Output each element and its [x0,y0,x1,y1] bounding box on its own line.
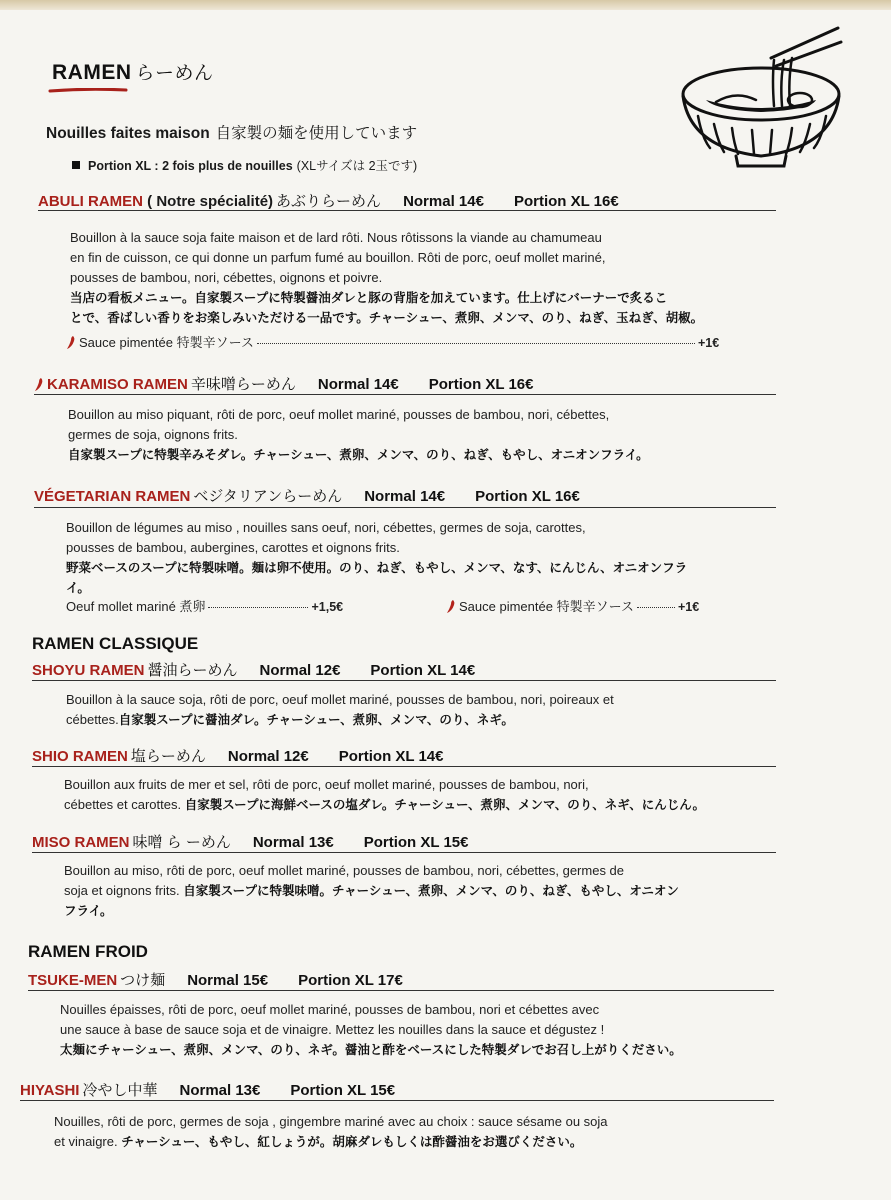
price-normal: Normal 14€ [364,488,446,505]
intro-line [46,121,417,143]
title-underline [48,88,128,93]
divider [32,766,776,767]
price-xl: Portion XL 15€ [363,834,469,851]
dish-jp-name: あぶりらーめん [276,193,382,210]
desc-line: soja et oignons frits. [64,883,180,898]
desc-line: et vinaigre. [54,1134,118,1149]
dish-description-abuli [70,228,790,328]
price-normal: Normal 12€ [227,748,309,765]
ramen-bowl-icon [676,20,846,170]
dish-description-shio [64,775,794,815]
dish-jp-name: ベジタリアンらーめん [193,488,343,505]
section-title-froid: RAMEN FROID [28,942,148,961]
desc-jp-line: とで、香ばしい香りをお楽しみいただける一品です。チャーシュー、煮卵、メンマ、のり、ねぎ、玉ねぎ、胡椒。 [70,311,704,325]
dish-name: KARAMISO RAMEN [47,376,188,393]
dish-jp-name: 辛味噌らーめん [190,376,296,393]
chili-pepper-icon [446,599,456,614]
intro-text: Nouilles faites maison [46,125,210,142]
desc-line: cébettes et carottes. [64,797,182,812]
option-label: Sauce pimentée [459,599,553,614]
price-normal: Normal 13€ [252,834,334,851]
divider [28,990,774,991]
dish-description-karamiso [68,405,788,465]
price-xl: Portion XL 16€ [475,488,580,505]
desc-line: Bouillon au miso, rôti de porc, oeuf mollet mariné, pousses de bambou, nori, cébettes, germes de [64,863,625,878]
dish-name: MISO RAMEN [32,834,130,851]
price-normal: Normal 12€ [259,662,341,679]
divider [34,394,776,395]
price-normal: Normal 14€ [317,376,399,393]
portion-note-text: Portion XL : 2 fois plus de nouilles [88,159,293,173]
price-xl: Portion XL 16€ [428,376,534,393]
dish-name: SHOYU RAMEN [32,662,145,679]
option-sauce-abuli [66,332,719,351]
dish-jp-name: 冷やし中華 [82,1082,158,1099]
chili-pepper-icon [34,377,44,392]
desc-line: cébettes. [66,712,119,727]
dish-header-tsukemen [28,969,403,990]
desc-jp-line: 自家製スープに海鮮ベースの塩ダレ。チャーシュー、煮卵、メンマ、のり、ネギ、にんじん。 [184,798,705,812]
dish-jp-name: 醤油らーめん [147,662,238,679]
desc-line: Bouillon aux fruits de mer et sel, rôti de porc, oeuf mollet mariné, pousses de bambou, nori, [64,777,589,792]
desc-line: Nouilles, rôti de porc, germes de soja , gingembre mariné avec au choix : sauce sésame ou soja [54,1114,608,1129]
dish-header-shoyu [32,659,475,680]
price-normal: Normal 14€ [403,193,484,210]
price-normal: Normal 15€ [187,972,269,989]
dish-name: ABULI RAMEN [38,193,143,210]
dish-header-miso [32,831,468,852]
option-jp-label: 特製辛ソース [176,335,254,350]
desc-line: Bouillon à la sauce soja faite maison et de lard rôti. Nous rôtissons la viande au chamumeau [70,230,602,245]
divider [32,852,776,853]
square-bullet-icon [72,161,80,169]
leader-dots [637,607,675,608]
intro-jp: 自家製の麺を使用しています [215,125,418,142]
dish-description-tsukemen [60,1000,800,1060]
dish-name: SHIO RAMEN [32,748,128,765]
option-price: +1€ [677,600,700,614]
divider [32,680,776,681]
dish-header-hiyashi [20,1079,395,1100]
option-sauce-vegetarian [446,596,699,615]
desc-line: Bouillon à la sauce soja, rôti de porc, oeuf mollet mariné, pousses de bambou, nori, poireaux et [66,692,614,707]
price-xl: Portion XL 14€ [338,748,444,765]
chili-pepper-icon [66,335,76,350]
desc-jp-line: 当店の看板メニュー。自家製スープに特製醤油ダレと豚の背脂を加えています。仕上げにバーナーで炙るこ [70,291,668,305]
portion-note-jp: (XLサイズは 2玉です) [296,159,418,173]
price-xl: Portion XL 14€ [370,662,476,679]
dish-description-shoyu [66,690,786,730]
portion-note [72,156,417,174]
price-normal: Normal 13€ [179,1082,261,1099]
desc-jp-line: 自家製スープに醤油ダレ。チャーシュー、煮卵、メンマ、のり、ネギ。 [118,713,514,727]
dish-name: HIYASHI [20,1082,80,1099]
price-xl: Portion XL 16€ [513,193,619,210]
desc-jp-line: イ。 [66,581,90,595]
price-xl: Portion XL 15€ [290,1082,396,1099]
desc-line: pousses de bambou, aubergines, carottes et oignons frits. [66,540,400,555]
dish-header-shio [32,745,444,766]
dish-jp-name: 塩らーめん [130,748,206,765]
option-label: Oeuf mollet mariné [66,599,176,614]
page-title [52,58,214,85]
dish-header-vegetarian [34,485,580,506]
dish-description-vegetarian [66,518,786,598]
dish-name: VÉGETARIAN RAMEN [34,488,191,505]
dish-description-hiyashi [54,1112,814,1152]
desc-jp-line: 自家製スープに特製辛みそダレ。チャーシュー、煮卵、メンマ、のり、ねぎ、もやし、オニオンフライ。 [68,448,649,462]
desc-jp-line: チャーシュー、もやし、紅しょうが。胡麻ダレもしくは酢醤油をお選びください。 [121,1135,583,1149]
option-egg-vegetarian [66,596,343,615]
dish-header-karamiso [34,373,534,394]
section-title-classique: RAMEN CLASSIQUE [32,634,199,653]
desc-line: pousses de bambou, nori, cébettes, oignons et poivre. [70,270,383,285]
title-text: RAMEN [52,61,132,84]
desc-line: une sauce à base de sauce soja et de vinaigre. Mettez les nouilles dans la sauce et dégustez ! [60,1022,605,1037]
divider [38,210,776,211]
desc-jp-line: 野菜ベースのスープに特製味噌。麺は卵不使用。のり、ねぎ、もやし、メンマ、なす、にんじん、オニオンフラ [66,561,688,575]
desc-jp-line: 自家製スープに特製味噌。チャーシュー、煮卵、メンマ、のり、ねぎ、もやし、オニオン [183,884,679,898]
option-jp-label: 特製辛ソース [556,599,634,614]
desc-line: Bouillon de légumes au miso , nouilles sans oeuf, nori, cébettes, germes de soja, carottes, [66,520,586,535]
dish-name-suffix: ( Notre spécialité) [147,193,274,210]
option-jp-label: 煮卵 [179,599,206,614]
price-xl: Portion XL 17€ [298,972,403,989]
desc-line: germes de soja, oignons frits. [68,427,238,442]
dish-header-abuli [38,190,619,211]
leader-dots [208,607,308,608]
dish-description-miso [64,861,794,921]
option-price: +1€ [697,336,720,350]
divider [20,1100,774,1101]
desc-jp-line: 太麺にチャーシュー、煮卵、メンマ、のり、ネギ。醤油と酢をベースにした特製ダレでお召し上がりください。 [60,1043,682,1057]
desc-line: Bouillon au miso piquant, rôti de porc, oeuf mollet mariné, pousses de bambou, nori, cébettes, [68,407,610,422]
desc-line: Nouilles épaisses, rôti de porc, oeuf mollet mariné, pousses de bambou, nori et cébettes avec [60,1002,600,1017]
desc-jp-line: フライ。 [64,904,113,918]
divider [34,507,776,508]
title-jp: らーめん [135,63,214,84]
option-label: Sauce pimentée [79,335,173,350]
leader-dots [257,343,695,344]
dish-name: TSUKE-MEN [28,972,118,989]
dish-jp-name: つけ麺 [120,972,166,989]
desc-line: en fin de cuisson, ce qui donne un parfum fumé au bouillon. Rôti de porc, oeuf mollet mariné, [70,250,606,265]
paper-edge [0,0,891,10]
option-price: +1,5€ [311,600,344,614]
dish-jp-name: 味噌 ら ーめん [132,834,231,851]
